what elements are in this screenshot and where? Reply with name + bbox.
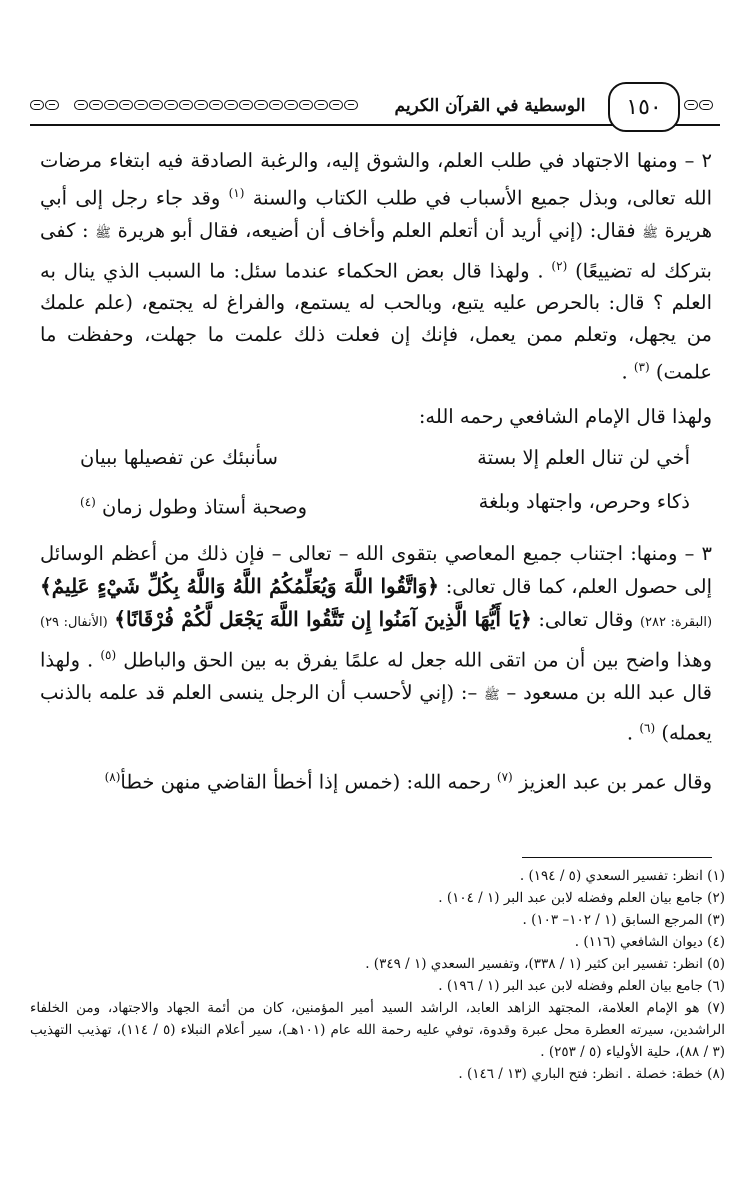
text-span: وقال تعالى: [538,608,634,631]
paragraph-2: ولهذا قال الإمام الشافعي رحمه الله: [418,404,712,428]
footnote-ref-6[interactable]: (٦) [639,720,656,735]
quran-verse-2: ﴿يَا أَيُّهَا الَّذِينَ آمَنُوا إِن تَتَّقُوا اللَّهَ يَجْعَل لَّكُمْ فُرْقَانًا﴾ [114,607,532,631]
honorific-glyph: ﷺ [95,225,111,241]
footnote-8: (٨) خطة: خصلة . انظر: فتح الباري (١٣ / ١٤٦) . [458,1066,725,1082]
footnote-ref-3[interactable]: (٣) [633,360,650,374]
main-text [40,145,712,799]
footnote-separator [522,857,712,858]
surah-reference-1: (البقرة: ٢٨٢) [639,615,713,630]
footnote-1: (١) انظر: تفسير السعدي (٥ / ١٩٤) . [519,868,725,884]
paragraph-3 [40,538,712,749]
text-span: ٣ – ومنها: اجتناب جميع المعاصي بتقوى الله – تعالى – فإن ذلك من أعظم الوسائل إلى حصول العلم، كما قال تعالى: [40,542,712,598]
text-span: ٢ – ومنها الاجتهاد في طلب العلم، والشوق إليه، والرغبة الصادقة فيه ابتغاء مرضات الله تعالى، وبذل جميع الأسباب في طلب الكتاب والسنة [40,149,712,210]
footnote-5: (٥) انظر: تفسير ابن كثير (١ / ٣٣٨)، وتفسير السعدي (١ / ٣٤٩) . [365,956,725,972]
verse-hemistich-right: ذكاء وحرص، واجتهاد وبلغة [478,489,690,513]
footnote-ref-8[interactable]: (٨) [104,770,121,784]
footnote-3: (٣) المرجع السابق (١ / ١٠٢– ١٠٣) . [522,912,725,928]
page-number: ١٥٠ [608,82,680,132]
ornament-right-icon [684,100,713,114]
text-span: . [626,721,634,744]
footnote-2: (٢) جامع بيان العلم وفضله لابن عبد البر (١ / ١٠٤) . [438,890,725,906]
ornament-left-icon [30,100,59,114]
honorific-glyph: ﷺ [484,687,500,703]
text-span: وصحبة أستاذ وطول زمان [102,495,308,518]
text-span: وقد جاء رجل إلى أبي هريرة [40,186,712,242]
text-span: وقال عمر بن عبد العزيز [518,770,712,794]
text-span: فقال: (إني أريد أن أتعلم العلم وأخاف أن أضيعه، فقال أبو هريرة [117,218,636,242]
footnote-ref-4[interactable]: (٤) [80,494,96,509]
ornament-chain-icon [74,100,358,114]
verse-hemistich-left [80,483,307,527]
text-span: وهذا واضح بين أن من اتقى الله جعل له علمًا يفرق به بين الحق والباطل [123,648,712,672]
poem-verse-2 [40,483,712,527]
footnotes [30,865,725,1085]
text-span: –: (إني لأحسب أن الرجل ينسى العلم قد علمه بالذنب يعمله) [40,680,712,744]
text-span: : كفى بتركك له تضييعًا) [40,218,712,282]
footnote-4: (٤) ديوان الشافعي (١١٦) . [574,934,725,950]
verse-hemistich-right: أخي لن تنال العلم إلا بستة [477,445,690,469]
text-span: رحمه الله: (خمس إذا أخطأ القاضي منهن خطأ [120,770,491,794]
text-span: . ولهذا قال عبد الله بن مسعود – [40,648,712,704]
honorific-glyph: ﷺ [642,225,658,241]
footnote-ref-1[interactable]: (١) [228,186,245,200]
surah-reference-2: (الأنفال: ٢٩) [40,615,108,630]
paragraph-1 [40,145,712,389]
poem-verse-1 [40,439,712,477]
footnote-ref-5[interactable]: (٥) [100,648,117,662]
footnote-ref-2[interactable]: (٢) [551,258,568,273]
text-span: . [621,360,628,384]
footnote-7: (٧) هو الإمام العلامة، المجتهد الزاهد العابد، الراشد السيد أمير المؤمنين، كان من أئمة الجهاد والاجتهاد، ومن الخلفاء الراشدين، سيرته العطرة محل عبرة وقدوة، توفي عليه رحمة الله عام (١٠١هـ)، سير أعلام النبلاء (٥ / ١١٤)، تهذيب التهذيب (٣ / ٨٨)، حلية الأولياء (٥ / ٢٥٣) . [30,1000,725,1060]
quran-verse-1: ﴿وَاتَّقُوا اللَّهَ وَيُعَلِّمُكُمُ اللَّهُ وَاللَّهُ بِكُلِّ شَيْءٍ عَلِيمٌ﴾ [40,574,440,598]
book-title: الوسطية في القرآن الكريم [394,96,586,116]
paragraph-4 [40,761,712,799]
page-header [30,80,720,136]
text-span: . ولهذا قال بعض الحكماء عندما سئل: ما السبب الذي ينال به العلم ؟ قال: بالحرص عليه يتبع، وبالحب له يستمع، والفراغ له يجتمع، (علم علمك من يجهل، وتعلم ممن يعمل، فإنك إن فعلت ذلك علمت ما جهلت، وحفظت ما علمت) [40,259,712,384]
verse-hemistich-left: سأنبئك عن تفصيلها ببيان [80,445,278,469]
footnote-ref-7[interactable]: (٧) [496,770,513,784]
footnote-6: (٦) جامع بيان العلم وفضله لابن عبد البر (١ / ١٩٦) . [438,978,725,994]
